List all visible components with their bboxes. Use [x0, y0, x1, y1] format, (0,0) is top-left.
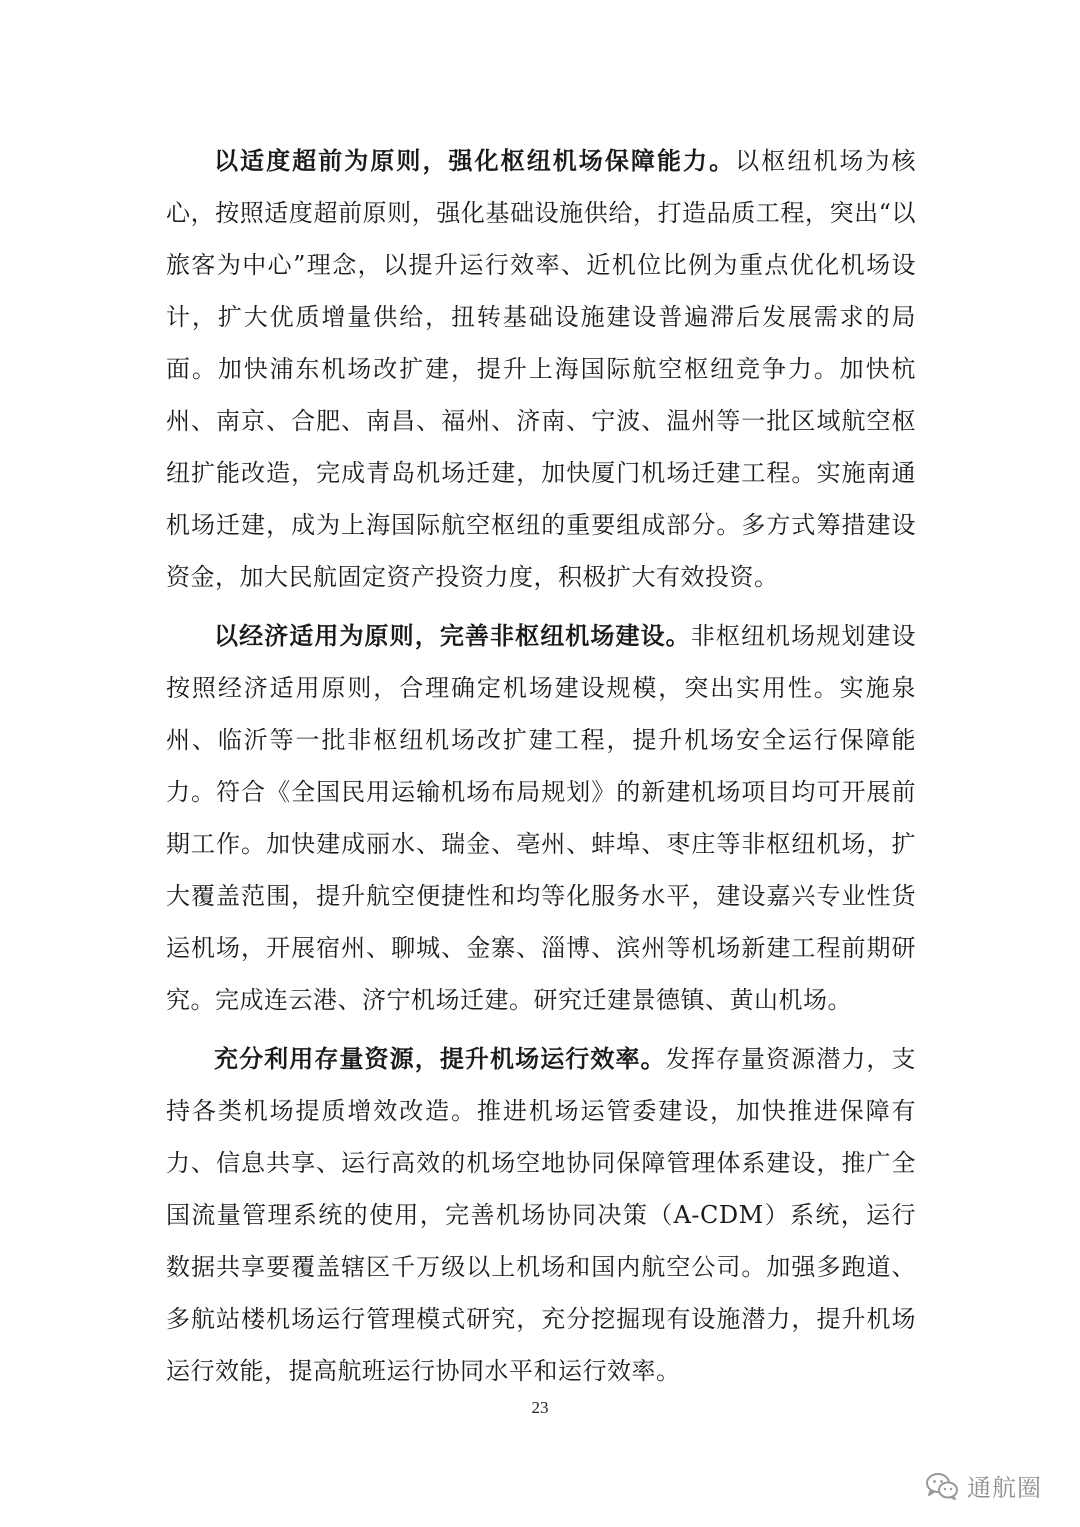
wechat-icon [925, 1472, 959, 1500]
paragraph-heading: 充分利用存量资源，提升机场运行效率。 [214, 1045, 666, 1073]
watermark [925, 1468, 1042, 1503]
paragraph-heading: 以适度超前为原则，强化枢纽机场保障能力。 [214, 147, 736, 175]
watermark-text: 通航圈 [967, 1474, 1042, 1502]
paragraph-text: 发挥存量资源潜力，支持各类机场提质增效改造。推进机场运管委建设，加快推进保障有力、信息共享、运行高效的机场空地协同保障管理体系建设，推广全国流量管理系统的使用，完善机场协同决策（A-CDM）系统，运行数据共享要覆盖辖区千万级以上机场和国内航空公司。加强多跑道、多航站楼机场运行管理模式研究，充分挖掘现有设施潜力，提升机场运行效能，提高航班运行协同水平和运行效率。 [166, 1045, 917, 1385]
paragraph-text: 非枢纽机场规划建设按照经济适用原则，合理确定机场建设规模，突出实用性。实施泉州、临沂等一批非枢纽机场改扩建工程，提升机场安全运行保障能力。符合《全国民用运输机场布局规划》的新建机场项目均可开展前期工作。加快建成丽水、瑞金、亳州、蚌埠、枣庄等非枢纽机场，扩大覆盖范围，提升航空便捷性和均等化服务水平，建设嘉兴专业性货运机场，开展宿州、聊城、金寨、淄博、滨州等机场新建工程前期研究。完成连云港、济宁机场迁建。研究迁建景德镇、黄山机场。 [166, 622, 917, 1014]
document-body [166, 135, 916, 1404]
paragraph-heading: 以经济适用为原则，完善非枢纽机场建设。 [214, 622, 691, 650]
paragraph-existing-resources [166, 1033, 916, 1397]
paragraph-hub-airports [166, 135, 916, 603]
paragraph-text: 以枢纽机场为核心，按照适度超前原则，强化基础设施供给，打造品质工程，突出“以旅客为中心”理念，以提升运行效率、近机位比例为重点优化机场设计，扩大优质增量供给，扭转基础设施建设普遍滞后发展需求的局面。加快浦东机场改扩建，提升上海国际航空枢纽竞争力。加快杭州、南京、合肥、南昌、福州、济南、宁波、温州等一批区域航空枢纽扩能改造，完成青岛机场迁建，加快厦门机场迁建工程。实施南通机场迁建，成为上海国际航空枢纽的重要组成部分。多方式筹措建设资金，加大民航固定资产投资力度，积极扩大有效投资。 [166, 147, 917, 591]
page-number: 23 [531, 1398, 549, 1417]
paragraph-non-hub-airports [166, 610, 916, 1026]
